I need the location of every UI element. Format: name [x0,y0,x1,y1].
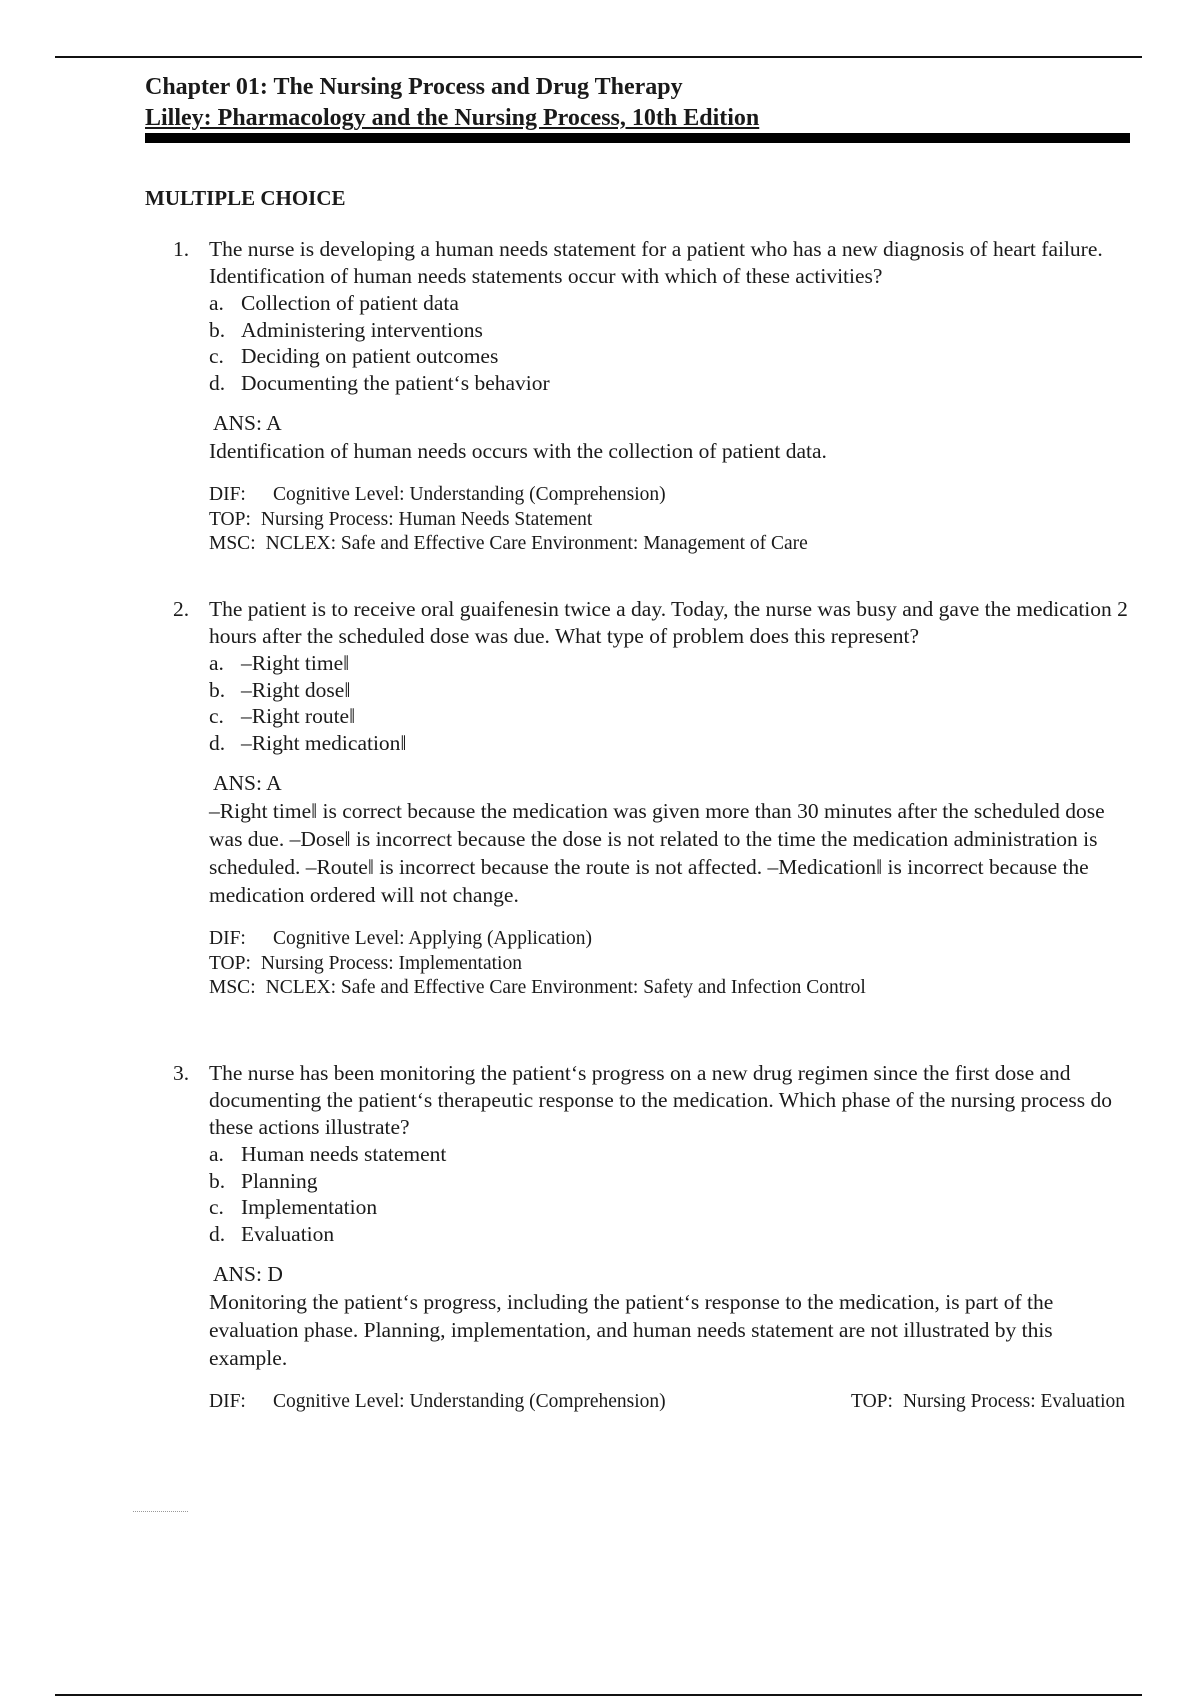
option-list [145,290,1135,396]
option-text: –Right dose‖ [241,677,351,702]
top-row [209,508,1135,533]
question-text: The nurse has been monitoring the patient‘s progress on a new drug regimen since the first dose and documenting the patient‘s therapeutic response to the medication. Which phase of the nursing process do these actions illustrate? [209,1061,1112,1139]
option-letter: d. [209,370,226,395]
question-stem [145,236,1135,290]
option-d [209,370,1135,397]
question-number: 2. [173,597,190,621]
option-c [209,343,1135,370]
dif-value: Cognitive Level: Understanding (Comprehension) [273,484,666,505]
option-a [209,290,1135,317]
top-group [851,1390,1125,1415]
option-a [209,650,1135,677]
msc-label: MSC: [209,977,256,998]
option-text: Administering interventions [241,317,483,342]
option-letter: a. [209,291,224,315]
answer: ANS: D [213,1262,283,1286]
option-b [209,1168,1135,1195]
rationale: Identification of human needs occurs with the collection of patient data. [209,439,827,463]
question-1 [145,236,1135,557]
question-metadata [145,927,1135,1001]
option-c [209,1194,1135,1221]
question-2 [145,596,1135,1001]
option-a [209,1141,1135,1168]
option-letter: b. [209,1168,226,1193]
top-value: Nursing Process: Evaluation [902,1391,1125,1412]
option-text: Implementation [241,1195,378,1219]
answer: ANS: A [213,411,282,435]
question-stem [145,596,1135,650]
dif-label: DIF: [209,928,246,949]
dif-group [209,1390,666,1415]
option-d [209,730,1135,757]
option-d [209,1221,1135,1248]
option-letter: d. [209,1221,226,1246]
dif-row [209,927,1135,952]
option-letter: c. [209,1195,224,1219]
dif-label: DIF: [209,1391,246,1412]
dif-top-row [209,1390,1135,1415]
msc-value: NCLEX: Safe and Effective Care Environment: Safety and Infection Control [265,977,866,998]
top-label: TOP: [209,508,251,530]
option-text: –Right medication‖ [241,730,407,755]
top-value: Nursing Process: Implementation [260,952,522,974]
question-stem [145,1060,1135,1141]
dif-value: Cognitive Level: Applying (Application) [273,928,592,949]
question-3 [145,1060,1135,1415]
option-text: Human needs statement [241,1142,447,1166]
question-text: The nurse is developing a human needs statement for a patient who has a new diagnosis of heart failure. Identification of human needs statements occur with which of these activities? [209,237,1103,288]
option-text: Evaluation [241,1221,335,1246]
msc-label: MSC: [209,533,256,554]
top-rule [55,56,1142,58]
option-text: Deciding on patient outcomes [241,344,499,368]
question-metadata [145,483,1135,557]
option-text: Collection of patient data [241,291,459,315]
document-header [145,72,1130,134]
option-text: Documenting the patient‘s behavior [241,370,550,395]
question-text: The patient is to receive oral guaifenesin twice a day. Today, the nurse was busy and gave the medication 2 hours after the scheduled dose was due. What type of problem does this represent? [209,597,1128,648]
msc-row [209,532,1135,557]
dif-row [209,483,1135,508]
msc-row [209,976,1135,1001]
section-heading: MULTIPLE CHOICE [145,186,346,210]
rationale: Monitoring the patient‘s progress, including the patient‘s response to the medication, is part of the evaluation phase. Planning, implementation, and human needs statement are not illustrated by this example. [209,1290,1054,1370]
bottom-rule [55,1694,1142,1696]
option-c [209,703,1135,730]
option-letter: d. [209,730,226,755]
option-list [145,650,1135,756]
option-letter: a. [209,651,224,675]
option-letter: a. [209,1142,224,1166]
dif-label: DIF: [209,484,246,505]
footer-mark [133,1511,188,1515]
option-text: Planning [241,1168,318,1193]
rationale: –Right time‖ is correct because the medication was given more than 30 minutes after the scheduled dose was due. –Dose‖ is incorrect because the dose is not related to the time the medication administration is scheduled. –Route‖ is incorrect because the route is not affected. –Medication‖ is incorrect because the medication ordered will not change. [209,799,1105,907]
option-letter: c. [209,344,224,368]
chapter-title: Chapter 01: The Nursing Process and Drug Therapy [145,74,683,100]
top-value: Nursing Process: Human Needs Statement [260,508,593,530]
answer: ANS: A [213,771,282,795]
question-metadata [145,1390,1135,1415]
option-text: –Right time‖ [241,651,350,675]
question-number: 1. [173,237,190,261]
option-letter: b. [209,677,226,702]
header-bar [145,133,1130,143]
msc-value: NCLEX: Safe and Effective Care Environment: Management of Care [265,533,808,554]
option-b [209,317,1135,344]
top-label: TOP: [851,1391,893,1412]
top-row [209,952,1135,977]
option-letter: b. [209,317,226,342]
option-letter: c. [209,704,224,728]
option-list [145,1141,1135,1247]
dif-value: Cognitive Level: Understanding (Comprehension) [273,1391,666,1412]
top-label: TOP: [209,952,251,974]
option-text: –Right route‖ [241,704,356,728]
book-title: Lilley: Pharmacology and the Nursing Process, 10th Edition [145,105,760,131]
option-b [209,677,1135,704]
question-number: 3. [173,1061,190,1085]
